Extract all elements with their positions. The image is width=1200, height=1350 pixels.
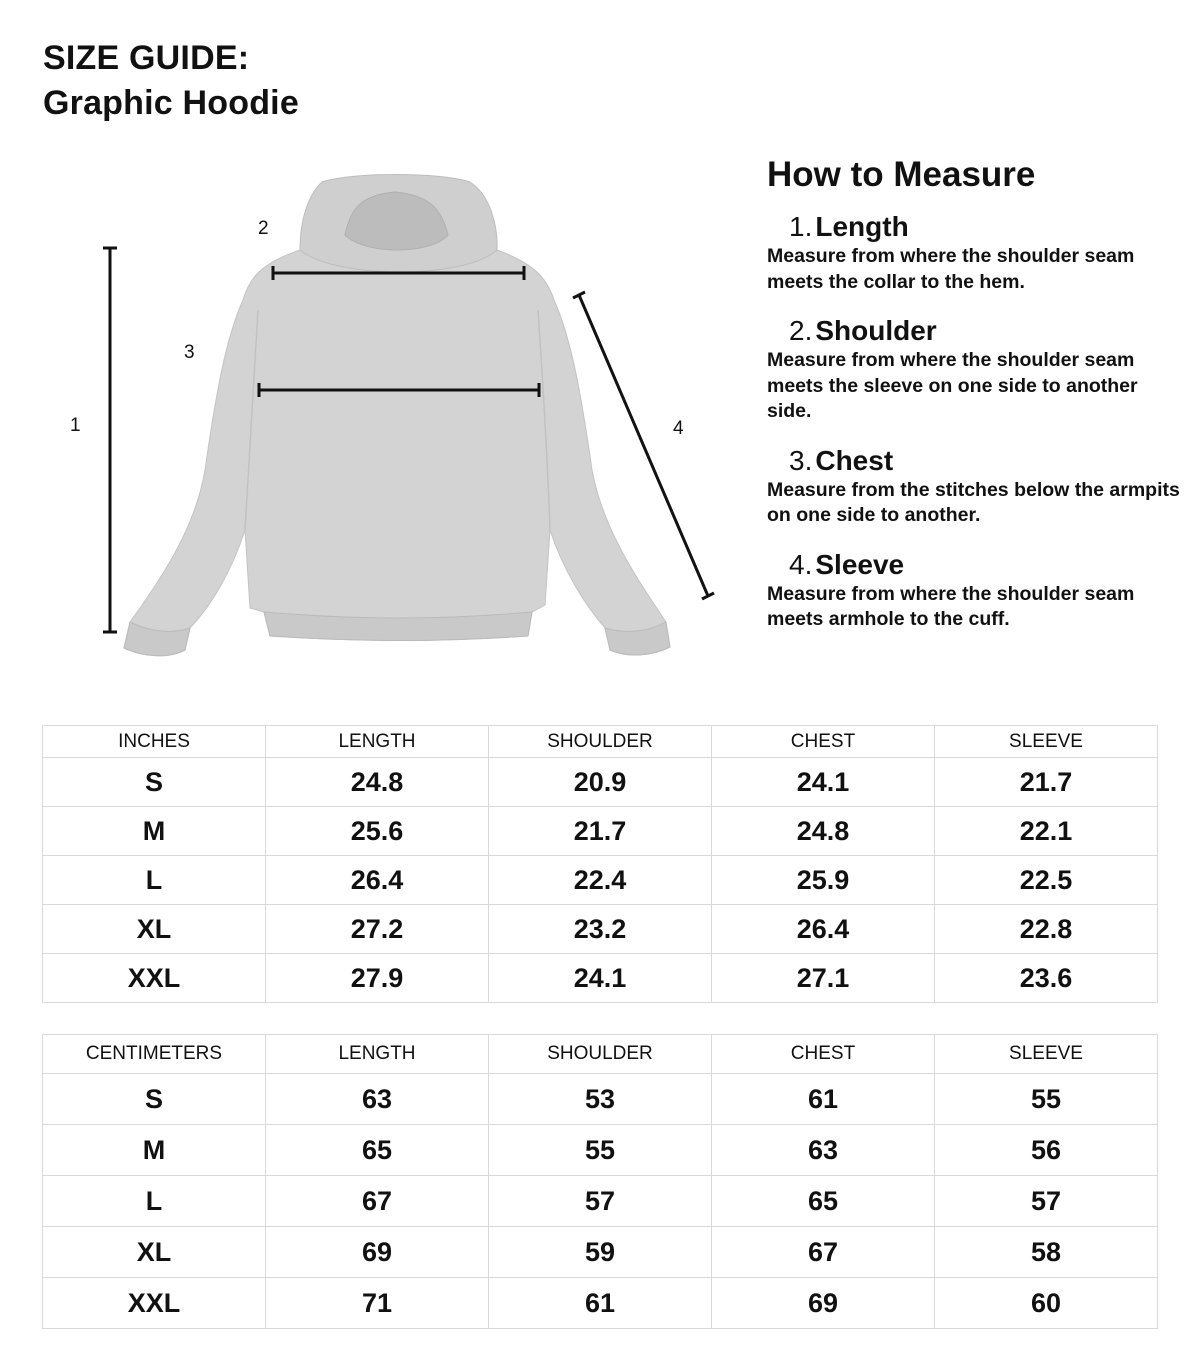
step-heading <box>767 444 1187 478</box>
step-number: 4. <box>789 548 813 580</box>
table-row <box>43 856 1158 905</box>
length-cell: 71 <box>266 1278 489 1329</box>
sleeve-cell: 58 <box>935 1227 1158 1278</box>
size-cell: S <box>43 1074 266 1125</box>
chest-cell: 27.1 <box>712 954 935 1003</box>
table-row <box>43 905 1158 954</box>
measure-line-length <box>103 248 117 632</box>
size-table-inches <box>42 725 1158 1003</box>
step-shoulder <box>767 314 1187 425</box>
shoulder-cell: 53 <box>489 1074 712 1125</box>
size-cell: L <box>43 1176 266 1227</box>
title-line-1: SIZE GUIDE: <box>43 39 250 77</box>
length-cell: 25.6 <box>266 807 489 856</box>
table-header-row <box>43 1035 1158 1074</box>
shoulder-cell: 57 <box>489 1176 712 1227</box>
size-cell: S <box>43 758 266 807</box>
column-header: CENTIMETERS <box>43 1035 266 1074</box>
chest-cell: 26.4 <box>712 905 935 954</box>
step-heading <box>767 548 1187 582</box>
table-row <box>43 1278 1158 1329</box>
step-number: 2. <box>789 315 813 346</box>
size-cell: XL <box>43 1227 266 1278</box>
length-cell: 27.2 <box>266 905 489 954</box>
length-cell: 27.9 <box>266 954 489 1003</box>
step-name: Chest <box>815 444 894 476</box>
chest-cell: 67 <box>712 1227 935 1278</box>
size-cell: XXL <box>43 954 266 1003</box>
step-description: Measure from the stitches below the armpits on one side to another. <box>767 478 1180 526</box>
step-description: Measure from where the shoulder seam meets the sleeve on one side to another side. <box>767 349 1138 422</box>
chest-cell: 24.1 <box>712 758 935 807</box>
shoulder-cell: 61 <box>489 1278 712 1329</box>
page-title <box>43 36 299 126</box>
sleeve-cell: 22.8 <box>935 905 1158 954</box>
size-table-centimeters <box>42 1034 1158 1329</box>
chest-cell: 24.8 <box>712 807 935 856</box>
label-chest-number: 3 <box>184 342 195 363</box>
size-cell: XXL <box>43 1278 266 1329</box>
hoodie-measurement-diagram <box>0 150 760 690</box>
column-header: CHEST <box>712 726 935 758</box>
step-name: Length <box>815 211 909 242</box>
size-cell: L <box>43 856 266 905</box>
length-cell: 24.8 <box>266 758 489 807</box>
chest-cell: 63 <box>712 1125 935 1176</box>
shoulder-cell: 55 <box>489 1125 712 1176</box>
column-header: CHEST <box>712 1035 935 1074</box>
shoulder-cell: 23.2 <box>489 905 712 954</box>
table-row <box>43 1176 1158 1227</box>
column-header: SHOULDER <box>489 1035 712 1074</box>
shoulder-cell: 20.9 <box>489 758 712 807</box>
step-number: 3. <box>789 444 813 476</box>
sleeve-cell: 57 <box>935 1176 1158 1227</box>
sleeve-cell: 60 <box>935 1278 1158 1329</box>
label-shoulder-number: 2 <box>258 218 269 239</box>
shoulder-cell: 22.4 <box>489 856 712 905</box>
sleeve-cell: 23.6 <box>935 954 1158 1003</box>
chest-cell: 65 <box>712 1176 935 1227</box>
length-cell: 69 <box>266 1227 489 1278</box>
step-name: Shoulder <box>815 315 937 346</box>
label-sleeve-number: 4 <box>673 418 684 439</box>
shoulder-cell: 21.7 <box>489 807 712 856</box>
size-cell: M <box>43 807 266 856</box>
sleeve-cell: 21.7 <box>935 758 1158 807</box>
length-cell: 67 <box>266 1176 489 1227</box>
step-heading <box>767 210 1187 244</box>
table-row <box>43 1125 1158 1176</box>
how-to-measure-section <box>767 152 1187 652</box>
shoulder-cell: 59 <box>489 1227 712 1278</box>
table-row <box>43 758 1158 807</box>
chest-cell: 25.9 <box>712 856 935 905</box>
how-to-measure-title: How to Measure <box>767 155 1036 194</box>
table-row <box>43 1074 1158 1125</box>
size-cell: M <box>43 1125 266 1176</box>
step-chest <box>767 444 1187 529</box>
column-header: SLEEVE <box>935 1035 1158 1074</box>
shoulder-cell: 24.1 <box>489 954 712 1003</box>
column-header: SHOULDER <box>489 726 712 758</box>
label-length-number: 1 <box>70 415 81 436</box>
length-cell: 63 <box>266 1074 489 1125</box>
column-header: SLEEVE <box>935 726 1158 758</box>
step-length <box>767 210 1187 295</box>
step-description: Measure from where the shoulder seam meets armhole to the cuff. <box>767 582 1135 630</box>
chest-cell: 61 <box>712 1074 935 1125</box>
table-row <box>43 1227 1158 1278</box>
table-header-row <box>43 726 1158 758</box>
sleeve-cell: 22.5 <box>935 856 1158 905</box>
table-row <box>43 807 1158 856</box>
column-header: LENGTH <box>266 726 489 758</box>
step-number: 1. <box>789 211 813 242</box>
step-heading <box>767 314 1187 348</box>
hoodie-illustration <box>124 175 670 656</box>
step-description: Measure from where the shoulder seam meets the collar to the hem. <box>767 245 1135 293</box>
column-header: LENGTH <box>266 1035 489 1074</box>
size-cell: XL <box>43 905 266 954</box>
step-name: Sleeve <box>815 548 905 580</box>
sleeve-cell: 56 <box>935 1125 1158 1176</box>
chest-cell: 69 <box>712 1278 935 1329</box>
sleeve-cell: 55 <box>935 1074 1158 1125</box>
column-header: INCHES <box>43 726 266 758</box>
hoodie-body <box>124 250 670 656</box>
length-cell: 26.4 <box>266 856 489 905</box>
table-row <box>43 954 1158 1003</box>
length-cell: 65 <box>266 1125 489 1176</box>
title-line-2: Graphic Hoodie <box>43 84 299 122</box>
sleeve-cell: 22.1 <box>935 807 1158 856</box>
step-sleeve <box>767 548 1187 633</box>
